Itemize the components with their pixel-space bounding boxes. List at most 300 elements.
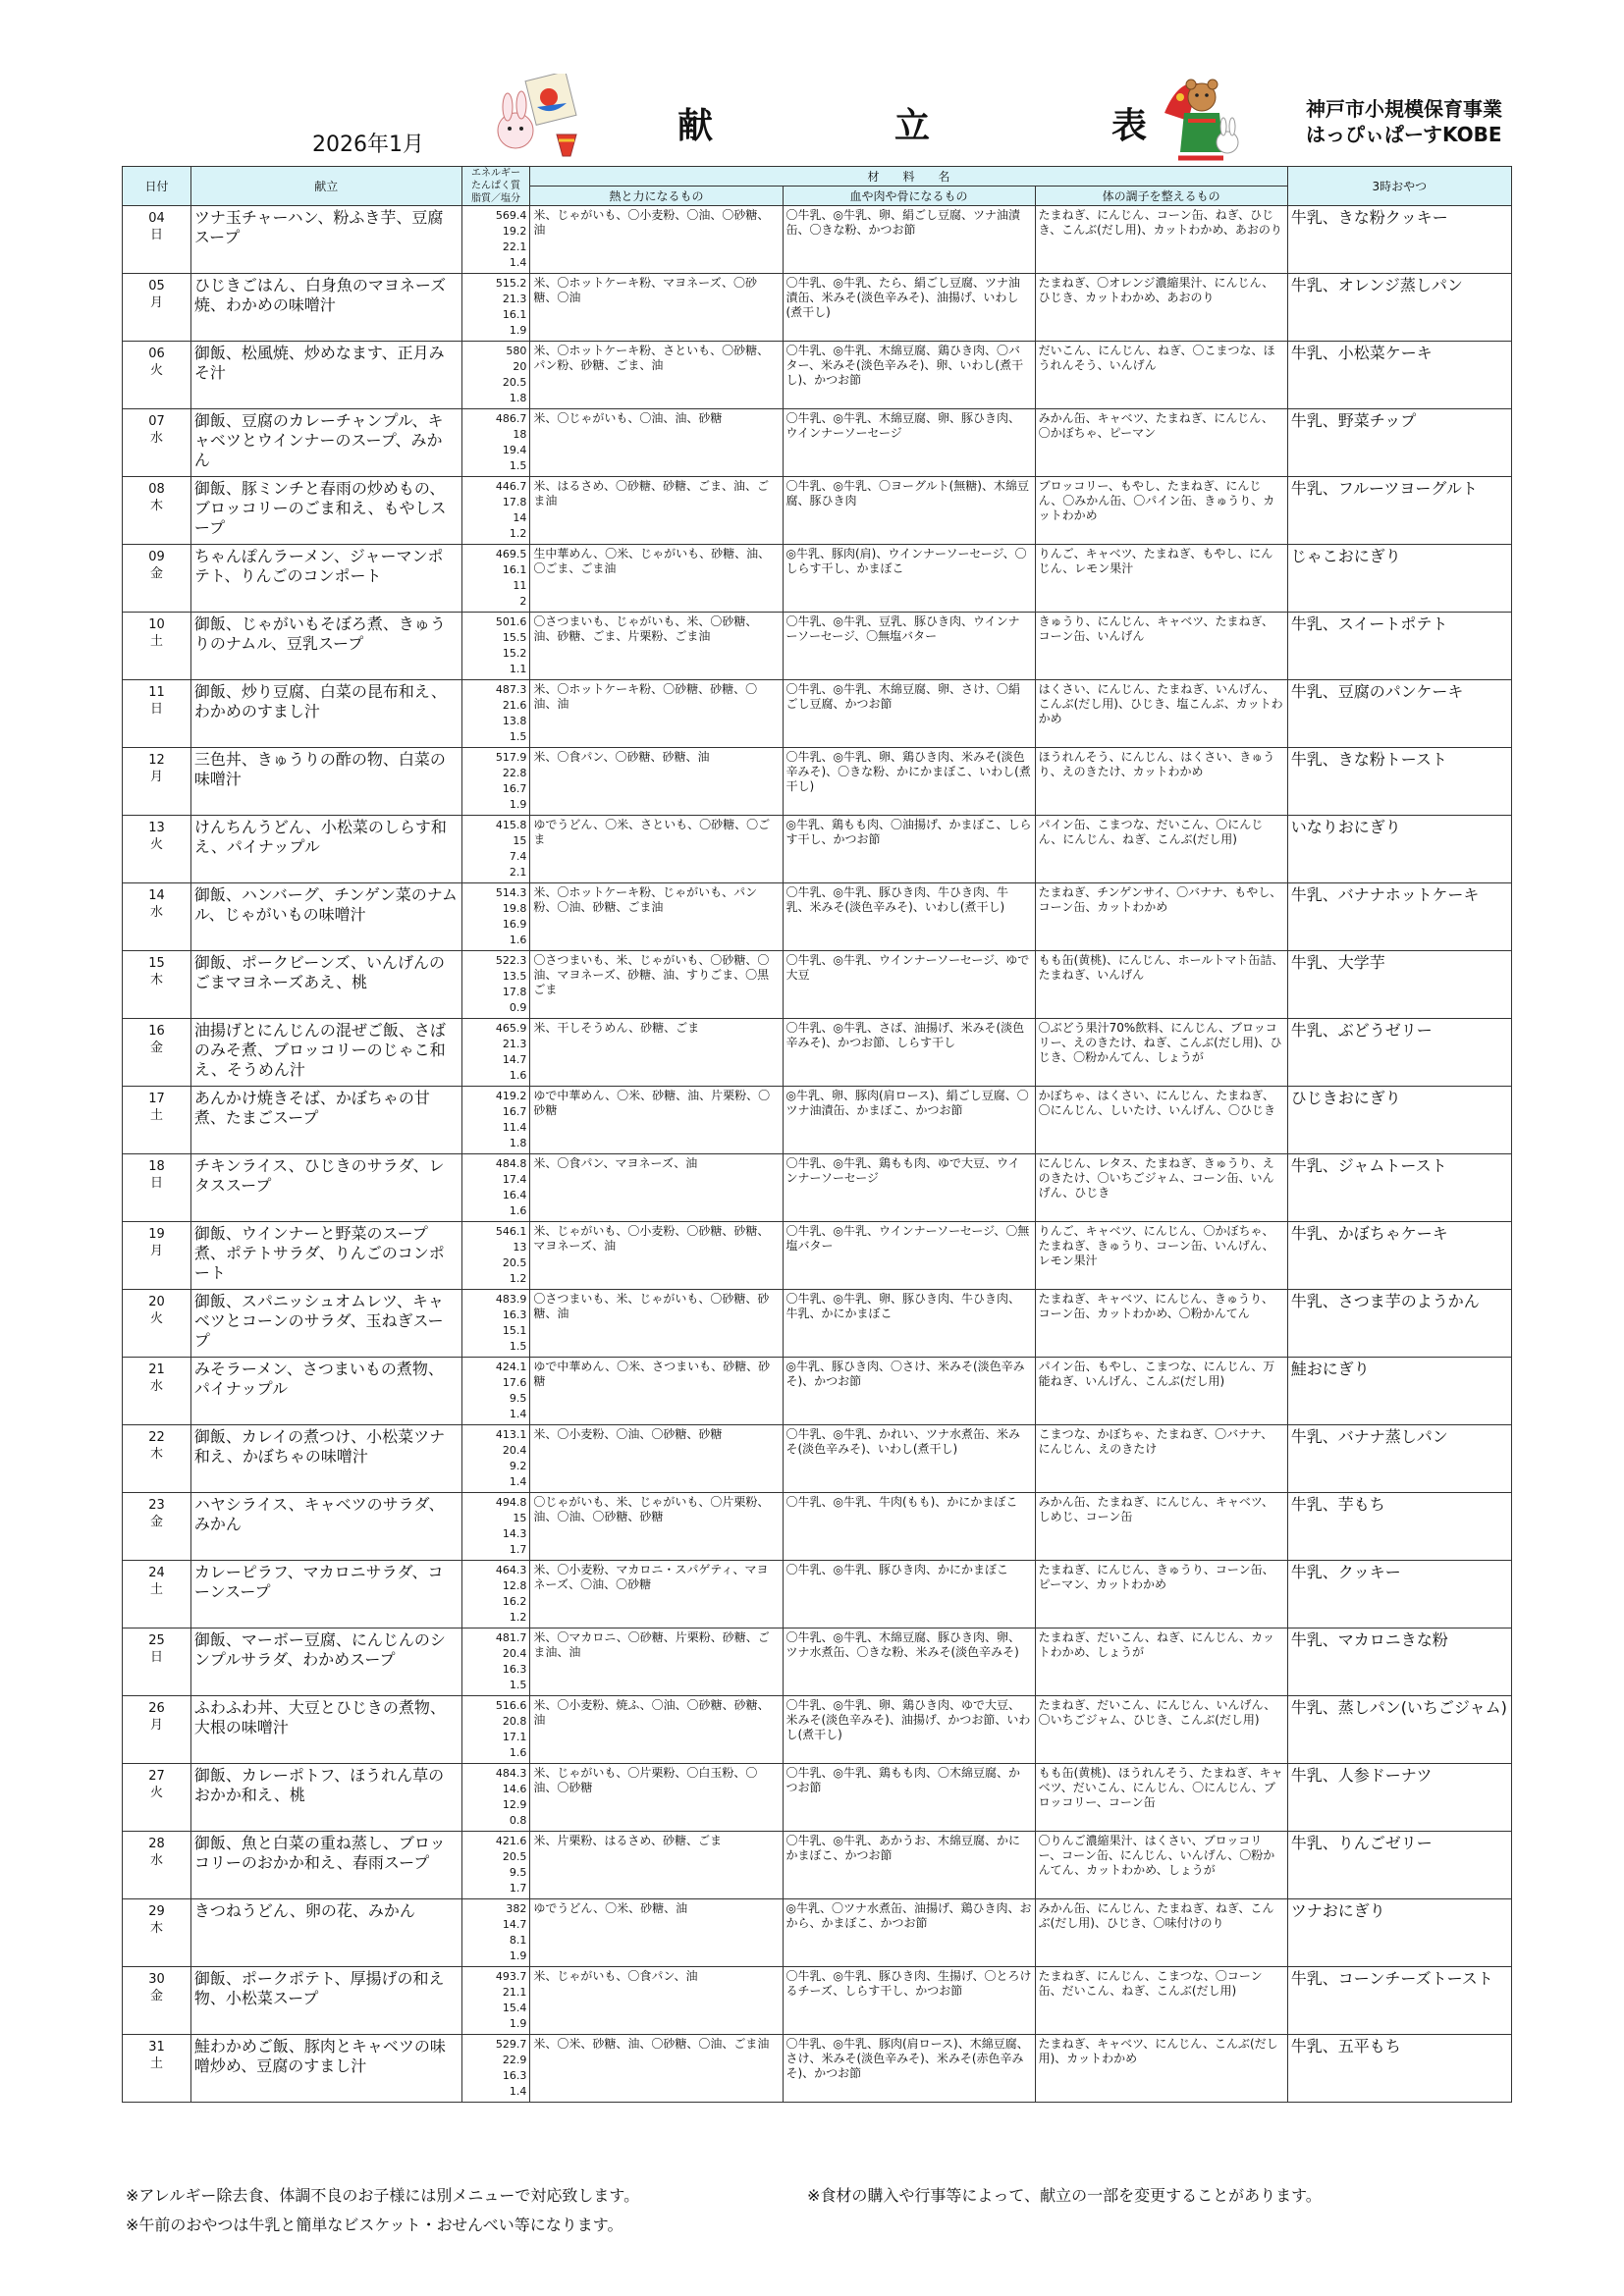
salt-value: 1.4 [509,1408,527,1420]
energy-foods-cell: 米、じゃがいも、〇小麦粉、〇油、〇砂糖、油 [530,206,783,274]
nutrition-cell [461,409,530,477]
energy-foods-cell: ゆでうどん、〇米、砂糖、油 [530,1899,783,1967]
day-cell [123,274,191,342]
day-cell [123,680,191,748]
energy-value: 493.7 [495,1970,527,1983]
menu-cell: ふわふわ丼、大豆とひじきの煮物、大根の味噌汁 [190,1696,461,1764]
fat-value: 7.4 [509,850,527,863]
regulate-foods-cell: たまねぎ、にんじん、きゅうり、コーン缶、ピーマン、カットわかめ [1035,1561,1287,1629]
body-foods-cell: 〇牛乳、◎牛乳、卵、鶏ひき肉、ゆで大豆、米みそ(淡色辛みそ)、油揚げ、かつお節、いわし(煮干し) [783,1696,1035,1764]
protein-value: 22.9 [502,2054,527,2066]
header-menu: 献立 [190,167,461,206]
regulate-foods-cell: だいこん、にんじん、ねぎ、〇こまつな、ほうれんそう、いんげん [1035,342,1287,409]
body-foods-cell: 〇牛乳、◎牛乳、豚ひき肉、牛ひき肉、牛乳、米みそ(淡色辛みそ)、いわし(煮干し) [783,883,1035,951]
weekday: 火 [149,363,163,378]
day-number: 07 [148,414,165,429]
day-cell [123,1764,191,1832]
title-char-1: 献 [677,106,716,146]
menu-cell: 御飯、ポークビーンズ、いんげんのごまマヨネーズあえ、桃 [190,951,461,1019]
body-foods-cell: 〇牛乳、◎牛乳、木綿豆腐、豚ひき肉、卵、ツナ水煮缶、〇きな粉、米みそ(淡色辛みそ) [783,1629,1035,1696]
salt-value: 1.9 [509,798,527,811]
energy-value: 580 [506,345,527,357]
table-row [123,545,1512,613]
nutrition-cell [461,1899,530,1967]
nutrition-cell [461,1832,530,1899]
energy-value: 546.1 [495,1225,527,1238]
salt-value: 0.8 [509,1814,527,1827]
day-number: 04 [148,211,165,226]
nutrition-cell [461,1087,530,1154]
fat-value: 15.4 [502,2002,527,2014]
regulate-foods-cell: かぼちゃ、はくさい、にんじん、たまねぎ、〇にんじん、しいたけ、いんげん、〇ひじき [1035,1087,1287,1154]
day-number: 18 [148,1159,165,1174]
salt-value: 1.6 [509,934,527,946]
table-body [123,206,1512,2103]
salt-value: 1.5 [509,1340,527,1353]
day-number: 30 [148,1972,165,1987]
protein-value: 14.7 [502,1918,527,1931]
header-energy-foods: 熱と力になるもの [530,187,783,206]
energy-foods-cell: 米、〇じゃがいも、〇油、油、砂糖 [530,409,783,477]
snack-cell: 牛乳、五平もち [1287,2035,1511,2103]
salt-value: 1.2 [509,1272,527,1285]
menu-cell: チキンライス、ひじきのサラダ、レタススープ [190,1154,461,1222]
regulate-foods-cell: みかん缶、たまねぎ、にんじん、キャベツ、しめじ、コーン缶 [1035,1493,1287,1561]
snack-cell: 牛乳、きな粉クッキー [1287,206,1511,274]
organization-line-1: 神戸市小規模保育事業 [1306,97,1502,121]
nutrition-cell [461,1629,530,1696]
menu-month: 2026年1月 [312,133,424,157]
weekday: 木 [149,973,163,988]
energy-value: 486.7 [495,412,527,425]
table-row [123,816,1512,883]
energy-value: 465.9 [495,1022,527,1035]
fat-value: 20.5 [502,1256,527,1269]
snack-cell: 牛乳、さつま芋のようかん [1287,1290,1511,1358]
menu-cell: 御飯、魚と白菜の重ね蒸し、ブロッコリーのおかか和え、春雨スープ [190,1832,461,1899]
nutrition-cell [461,1696,530,1764]
energy-foods-cell: 生中華めん、〇米、じゃがいも、砂糖、油、〇ごま、ごま油 [530,545,783,613]
table-row [123,1967,1512,2035]
day-cell [123,1425,191,1493]
nutrition-cell [461,206,530,274]
energy-foods-cell: ゆで中華めん、〇米、さつまいも、砂糖、砂糖 [530,1358,783,1425]
fat-value: 9.2 [509,1460,527,1472]
snack-cell: 鮭おにぎり [1287,1358,1511,1425]
energy-foods-cell: 〇さつまいも、米、じゃがいも、〇砂糖、〇油、マヨネーズ、砂糖、油、すりごま、〇黒ごま [530,951,783,1019]
weekday: 土 [149,634,163,649]
day-cell [123,1358,191,1425]
weekday: 月 [149,295,163,310]
table-row [123,1493,1512,1561]
snack-cell: じゃこおにぎり [1287,545,1511,613]
energy-value: 484.3 [495,1767,527,1780]
weekday: 金 [149,1989,163,2003]
energy-value: 413.1 [495,1428,527,1441]
organization-line-2: はっぴぃぱーすKOBE [1306,123,1502,146]
day-number: 15 [148,956,165,971]
energy-foods-cell: 米、じゃがいも、〇小麦粉、〇砂糖、砂糖、マヨネーズ、油 [530,1222,783,1290]
day-cell [123,1087,191,1154]
weekday: 火 [149,837,163,852]
body-foods-cell: 〇牛乳、◎牛乳、豆乳、豚ひき肉、ウインナーソーセージ、〇無塩バター [783,613,1035,680]
energy-foods-cell: 米、〇米、砂糖、油、〇砂糖、〇油、ごま油 [530,2035,783,2103]
energy-value: 529.7 [495,2038,527,2051]
body-foods-cell: 〇牛乳、◎牛乳、卵、豚ひき肉、牛ひき肉、牛乳、かにかまぼこ [783,1290,1035,1358]
energy-foods-cell: 米、〇小麦粉、マカロニ・スパゲティ、マヨネーズ、〇油、〇砂糖 [530,1561,783,1629]
energy-foods-cell: 米、〇小麦粉、〇油、〇砂糖、砂糖 [530,1425,783,1493]
energy-value: 569.4 [495,209,527,222]
energy-foods-cell: 米、〇食パン、〇砂糖、砂糖、油 [530,748,783,816]
energy-value: 446.7 [495,480,527,493]
menu-cell: 御飯、松風焼、炒めなます、正月みそ汁 [190,342,461,409]
salt-value: 1.9 [509,2017,527,2030]
header-energy: エネルギー [470,168,520,179]
snack-cell: 牛乳、バナナホットケーキ [1287,883,1511,951]
regulate-foods-cell: たまねぎ、だいこん、にんじん、いんげん、〇いちごジャム、ひじき、こんぶ(だし用) [1035,1696,1287,1764]
weekday: 水 [149,905,163,920]
snack-cell: ひじきおにぎり [1287,1087,1511,1154]
protein-value: 16.7 [502,1105,527,1118]
menu-cell: きつねうどん、卵の花、みかん [190,1899,461,1967]
energy-value: 421.6 [495,1835,527,1847]
regulate-foods-cell: たまねぎ、キャベツ、にんじん、こんぶ(だし用)、カットわかめ [1035,2035,1287,2103]
energy-value: 382 [506,1902,527,1915]
table-row [123,680,1512,748]
nutrition-cell [461,477,530,545]
nutrition-cell [461,1222,530,1290]
salt-value: 1.6 [509,1069,527,1082]
table-row [123,1696,1512,1764]
weekday: 土 [149,2056,163,2071]
body-foods-cell: ◎牛乳、豚ひき肉、〇さけ、米みそ(淡色辛みそ)、かつお節 [783,1358,1035,1425]
body-foods-cell: ◎牛乳、〇ツナ水煮缶、油揚げ、鶏ひき肉、おから、かまぼこ、かつお節 [783,1899,1035,1967]
fat-value: 16.7 [502,782,527,795]
protein-value: 20 [513,360,527,373]
snack-cell: 牛乳、ジャムトースト [1287,1154,1511,1222]
snack-cell: 牛乳、小松菜ケーキ [1287,342,1511,409]
protein-value: 21.6 [502,699,527,712]
page-title [677,98,1149,148]
regulate-foods-cell: ほうれんそう、にんじん、はくさい、きゅうり、えのきたけ、カットわかめ [1035,748,1287,816]
fat-value: 16.1 [502,308,527,321]
fat-value: 11 [513,579,527,592]
table-row [123,1358,1512,1425]
menu-cell: 御飯、カレーポトフ、ほうれん草のおかか和え、桃 [190,1764,461,1832]
salt-value: 1.9 [509,324,527,337]
day-cell [123,748,191,816]
body-foods-cell: 〇牛乳、◎牛乳、かれい、ツナ水煮缶、米みそ(淡色辛みそ)、いわし(煮干し) [783,1425,1035,1493]
energy-value: 483.9 [495,1293,527,1306]
regulate-foods-cell: りんご、キャベツ、たまねぎ、もやし、にんじん、レモン果汁 [1035,545,1287,613]
day-number: 13 [148,821,165,835]
menu-cell: 御飯、ウインナーと野菜のスープ煮、ポテトサラダ、りんごのコンポート [190,1222,461,1290]
energy-foods-cell: 米、じゃがいも、〇食パン、油 [530,1967,783,2035]
energy-value: 424.1 [495,1361,527,1373]
weekday: 日 [149,1650,163,1665]
header-regulate-foods: 体の調子を整えるもの [1035,187,1287,206]
energy-value: 515.2 [495,277,527,290]
regulate-foods-cell: たまねぎ、チンゲンサイ、〇バナナ、もやし、コーン缶、カットわかめ [1035,883,1287,951]
table-row [123,1087,1512,1154]
weekday: 火 [149,1311,163,1326]
snack-cell: 牛乳、ぶどうゼリー [1287,1019,1511,1087]
regulate-foods-cell: パイン缶、こまつな、だいこん、〇にんじん、にんじん、ねぎ、こんぶ(だし用) [1035,816,1287,883]
regulate-foods-cell: ブロッコリー、もやし、たまねぎ、にんじん、〇みかん缶、〇パイン缶、きゅうり、カットわかめ [1035,477,1287,545]
body-foods-cell: 〇牛乳、◎牛乳、卵、絹ごし豆腐、ツナ油漬缶、〇きな粉、かつお節 [783,206,1035,274]
snack-cell: ツナおにぎり [1287,1899,1511,1967]
body-foods-cell: 〇牛乳、◎牛乳、卵、鶏ひき肉、米みそ(淡色辛みそ)、〇きな粉、かにかまぼこ、いわし(煮干し) [783,748,1035,816]
weekday: 日 [149,228,163,242]
body-foods-cell: 〇牛乳、◎牛乳、豚ひき肉、かにかまぼこ [783,1561,1035,1629]
menu-cell: 御飯、カレイの煮つけ、小松菜ツナ和え、かぼちゃの味噌汁 [190,1425,461,1493]
body-foods-cell: ◎牛乳、豚肉(肩)、ウインナーソーセージ、〇しらす干し、かまぼこ [783,545,1035,613]
protein-value: 15 [513,834,527,847]
snack-cell: 牛乳、芋もち [1287,1493,1511,1561]
menu-cell: けんちんうどん、小松菜のしらす和え、パイナップル [190,816,461,883]
fat-value: 17.8 [502,986,527,998]
energy-foods-cell: 米、干しそうめん、砂糖、ごま [530,1019,783,1087]
day-cell [123,1290,191,1358]
day-cell [123,1832,191,1899]
energy-value: 516.6 [495,1699,527,1712]
energy-foods-cell: 米、〇マカロニ、〇砂糖、片栗粉、砂糖、ごま油、油 [530,1629,783,1696]
weekday: 金 [149,566,163,581]
energy-foods-cell: 米、〇小麦粉、焼ふ、〇油、〇砂糖、砂糖、油 [530,1696,783,1764]
day-number: 29 [148,1904,165,1919]
nutrition-cell [461,748,530,816]
menu-cell: 御飯、ポークポテト、厚揚げの和え物、小松菜スープ [190,1967,461,2035]
energy-value: 494.8 [495,1496,527,1509]
snack-cell: 牛乳、きな粉トースト [1287,748,1511,816]
table-row [123,748,1512,816]
nutrition-cell [461,1290,530,1358]
protein-value: 18 [513,428,527,441]
regulate-foods-cell: たまねぎ、にんじん、コーン缶、ねぎ、ひじき、こんぶ(だし用)、カットわかめ、あおのり [1035,206,1287,274]
day-number: 17 [148,1092,165,1106]
fat-value: 16.9 [502,918,527,931]
protein-value: 15.5 [502,631,527,644]
body-foods-cell: 〇牛乳、◎牛乳、たら、絹ごし豆腐、ツナ油漬缶、米みそ(淡色辛みそ)、油揚げ、いわし(煮干し) [783,274,1035,342]
menu-cell: 御飯、ハンバーグ、チンゲン菜のナムル、じゃがいもの味噌汁 [190,883,461,951]
body-foods-cell: 〇牛乳、◎牛乳、あかうお、木綿豆腐、かにかまぼこ、かつお節 [783,1832,1035,1899]
protein-value: 21.3 [502,1038,527,1050]
snack-cell: 牛乳、マカロニきな粉 [1287,1629,1511,1696]
nutrition-cell [461,274,530,342]
nutrition-cell [461,342,530,409]
header-date: 日付 [123,167,191,206]
menu-cell: 御飯、スパニッシュオムレツ、キャベツとコーンのサラダ、玉ねぎスープ [190,1290,461,1358]
salt-value: 1.1 [509,663,527,675]
day-number: 25 [148,1633,165,1648]
protein-value: 17.8 [502,496,527,508]
table-row [123,1154,1512,1222]
nutrition-cell [461,951,530,1019]
table-row [123,409,1512,477]
note-menu-change: ※食材の購入や行事等によって、献立の一部を変更することがあります。 [807,2186,1322,2205]
nutrition-cell [461,1019,530,1087]
menu-cell: 油揚げとにんじんの混ぜご飯、さばのみそ煮、ブロッコリーのじゃこ和え、そうめん汁 [190,1019,461,1087]
fat-value: 9.5 [509,1866,527,1879]
energy-value: 415.8 [495,819,527,831]
snack-cell: 牛乳、クッキー [1287,1561,1511,1629]
weekday: 木 [149,1447,163,1462]
fat-value: 16.4 [502,1189,527,1201]
snack-cell: 牛乳、野菜チップ [1287,409,1511,477]
day-number: 05 [148,279,165,294]
protein-value: 22.8 [502,767,527,779]
fat-value: 13.8 [502,715,527,727]
menu-cell: 御飯、マーボー豆腐、にんじんのシンプルサラダ、わかめスープ [190,1629,461,1696]
body-foods-cell: 〇牛乳、◎牛乳、ウインナーソーセージ、ゆで大豆 [783,951,1035,1019]
nutrition-cell [461,1358,530,1425]
energy-value: 481.7 [495,1631,527,1644]
regulate-foods-cell: はくさい、にんじん、たまねぎ、いんげん、こんぶ(だし用)、ひじき、塩こんぶ、カットわかめ [1035,680,1287,748]
snack-cell: 牛乳、かぼちゃケーキ [1287,1222,1511,1290]
fat-value: 14 [513,511,527,524]
regulate-foods-cell: りんご、キャベツ、にんじん、〇かぼちゃ、たまねぎ、きゅうり、コーン缶、いんげん、レモン果汁 [1035,1222,1287,1290]
energy-value: 517.9 [495,751,527,764]
day-number: 24 [148,1566,165,1580]
weekday: 水 [149,1379,163,1394]
nutrition-cell [461,816,530,883]
fat-value: 16.3 [502,1663,527,1676]
header-snack: 3時おやつ [1287,167,1511,206]
energy-value: 487.3 [495,683,527,696]
header-protein: たんぱく質 [470,181,520,191]
weekday: 日 [149,1176,163,1191]
body-foods-cell: ◎牛乳、卵、豚肉(肩ロース)、絹ごし豆腐、〇ツナ油漬缶、かまぼこ、かつお節 [783,1087,1035,1154]
menu-cell: 御飯、豚ミンチと春雨の炒めもの、ブロッコリーのごま和え、もやしスープ [190,477,461,545]
note-allergy: ※アレルギー除去食、体調不良のお子様には別メニューで対応致します。 [126,2186,640,2205]
salt-value: 1.4 [509,1475,527,1488]
day-cell [123,342,191,409]
day-cell [123,1696,191,1764]
day-number: 12 [148,753,165,768]
menu-cell: ひじきごはん、白身魚のマヨネーズ焼、わかめの味噌汁 [190,274,461,342]
salt-value: 1.5 [509,1679,527,1691]
body-foods-cell: 〇牛乳、◎牛乳、豚ひき肉、生揚げ、〇とろけるチーズ、しらす干し、かつお節 [783,1967,1035,2035]
protein-value: 21.1 [502,1986,527,1999]
protein-value: 20.4 [502,1444,527,1457]
salt-value: 0.9 [509,1001,527,1014]
energy-value: 484.8 [495,1157,527,1170]
salt-value: 1.4 [509,2085,527,2098]
snack-cell: 牛乳、コーンチーズトースト [1287,1967,1511,2035]
day-cell [123,816,191,883]
snack-cell: 牛乳、蒸しパン(いちごジャム) [1287,1696,1511,1764]
table-row [123,613,1512,680]
fat-value: 16.3 [502,2069,527,2082]
body-foods-cell: 〇牛乳、◎牛乳、木綿豆腐、卵、豚ひき肉、ウインナーソーセージ [783,409,1035,477]
day-cell [123,951,191,1019]
energy-foods-cell: 米、〇ホットケーキ粉、〇砂糖、砂糖、〇油、油 [530,680,783,748]
regulate-foods-cell: きゅうり、にんじん、キャベツ、たまねぎ、コーン缶、いんげん [1035,613,1287,680]
day-cell [123,1019,191,1087]
regulate-foods-cell: こまつな、かぼちゃ、たまねぎ、〇バナナ、にんじん、えのきたけ [1035,1425,1287,1493]
day-cell [123,1629,191,1696]
snack-cell: 牛乳、フルーツヨーグルト [1287,477,1511,545]
day-cell [123,1222,191,1290]
header-ingredients: 材 料 名 [530,167,1287,187]
body-foods-cell: 〇牛乳、◎牛乳、牛肉(もも)、かにかまぼこ [783,1493,1035,1561]
energy-foods-cell: 米、〇食パン、マヨネーズ、油 [530,1154,783,1222]
nutrition-cell [461,1493,530,1561]
energy-foods-cell: ゆでうどん、〇米、さといも、〇砂糖、〇ごま [530,816,783,883]
body-foods-cell: ◎牛乳、鶏もも肉、〇油揚げ、かまぼこ、しらす干し、かつお節 [783,816,1035,883]
day-cell [123,1561,191,1629]
regulate-foods-cell: にんじん、レタス、たまねぎ、きゅうり、えのきたけ、〇いちごジャム、コーン缶、いんげん、ひじき [1035,1154,1287,1222]
protein-value: 20.5 [502,1850,527,1863]
salt-value: 1.7 [509,1543,527,1556]
fat-value: 20.5 [502,376,527,389]
energy-foods-cell: 〇じゃがいも、米、じゃがいも、〇片栗粉、油、〇油、〇砂糖、砂糖 [530,1493,783,1561]
salt-value: 2 [519,595,527,608]
protein-value: 17.6 [502,1376,527,1389]
energy-value: 514.3 [495,886,527,899]
table-row [123,1832,1512,1899]
weekday: 火 [149,1786,163,1800]
energy-foods-cell: 〇さつまいも、じゃがいも、米、〇砂糖、油、砂糖、ごま、片栗粉、ごま油 [530,613,783,680]
protein-value: 14.6 [502,1783,527,1795]
protein-value: 16.3 [502,1308,527,1321]
menu-cell: みそラーメン、さつまいもの煮物、パイナップル [190,1358,461,1425]
table-row [123,883,1512,951]
table-row [123,1561,1512,1629]
organization-name [1306,96,1502,147]
menu-cell: 三色丼、きゅうりの酢の物、白菜の味噌汁 [190,748,461,816]
salt-value: 1.5 [509,730,527,743]
regulate-foods-cell: たまねぎ、だいこん、ねぎ、にんじん、カットわかめ、しょうが [1035,1629,1287,1696]
header-fat-salt: 脂質／塩分 [470,193,520,204]
nutrition-cell [461,1154,530,1222]
regulate-foods-cell: 〇ぶどう果汁70%飲料、にんじん、ブロッコリー、えのきたけ、ねぎ、こんぶ(だし用)、ひじき、〇粉かんてん、しょうが [1035,1019,1287,1087]
nutrition-cell [461,613,530,680]
protein-value: 12.8 [502,1579,527,1592]
title-char-3: 表 [1110,106,1149,146]
snack-cell: 牛乳、豆腐のパンケーキ [1287,680,1511,748]
regulate-foods-cell: もも缶(黄桃)、ほうれんそう、たまねぎ、キャベツ、だいこん、にんじん、〇にんじん、ブロッコリー、コーン缶 [1035,1764,1287,1832]
menu-cell: ハヤシライス、キャベツのサラダ、みかん [190,1493,461,1561]
snack-cell: 牛乳、りんごゼリー [1287,1832,1511,1899]
regulate-foods-cell: たまねぎ、〇オレンジ濃縮果汁、にんじん、ひじき、カットわかめ、あおのり [1035,274,1287,342]
body-foods-cell: 〇牛乳、◎牛乳、さば、油揚げ、米みそ(淡色辛みそ)、かつお節、しらす干し [783,1019,1035,1087]
fat-value: 12.9 [502,1798,527,1811]
nutrition-cell [461,545,530,613]
energy-value: 469.5 [495,548,527,561]
body-foods-cell: 〇牛乳、◎牛乳、鶏もも肉、ゆで大豆、ウインナーソーセージ [783,1154,1035,1222]
table-row [123,206,1512,274]
fat-value: 14.3 [502,1527,527,1540]
salt-value: 2.1 [509,866,527,879]
fat-value: 19.4 [502,444,527,456]
menu-cell: カレーピラフ、マカロニサラダ、コーンスープ [190,1561,461,1629]
regulate-foods-cell: パイン缶、もやし、こまつな、にんじん、万能ねぎ、いんげん、こんぶ(だし用) [1035,1358,1287,1425]
weekday: 金 [149,1041,163,1055]
weekday: 水 [149,431,163,446]
weekday: 木 [149,1921,163,1936]
weekday: 土 [149,1108,163,1123]
fat-value: 22.1 [502,240,527,253]
regulate-foods-cell: みかん缶、キャベツ、たまねぎ、にんじん、〇かぼちゃ、ピーマン [1035,409,1287,477]
day-number: 27 [148,1769,165,1784]
snack-cell: 牛乳、スイートポテト [1287,613,1511,680]
menu-cell: あんかけ焼きそば、かぼちゃの甘煮、たまごスープ [190,1087,461,1154]
energy-foods-cell: 米、〇ホットケーキ粉、さといも、〇砂糖、パン粉、砂糖、ごま、油 [530,342,783,409]
table-row [123,1019,1512,1087]
menu-table [122,166,1512,2103]
day-number: 28 [148,1837,165,1851]
